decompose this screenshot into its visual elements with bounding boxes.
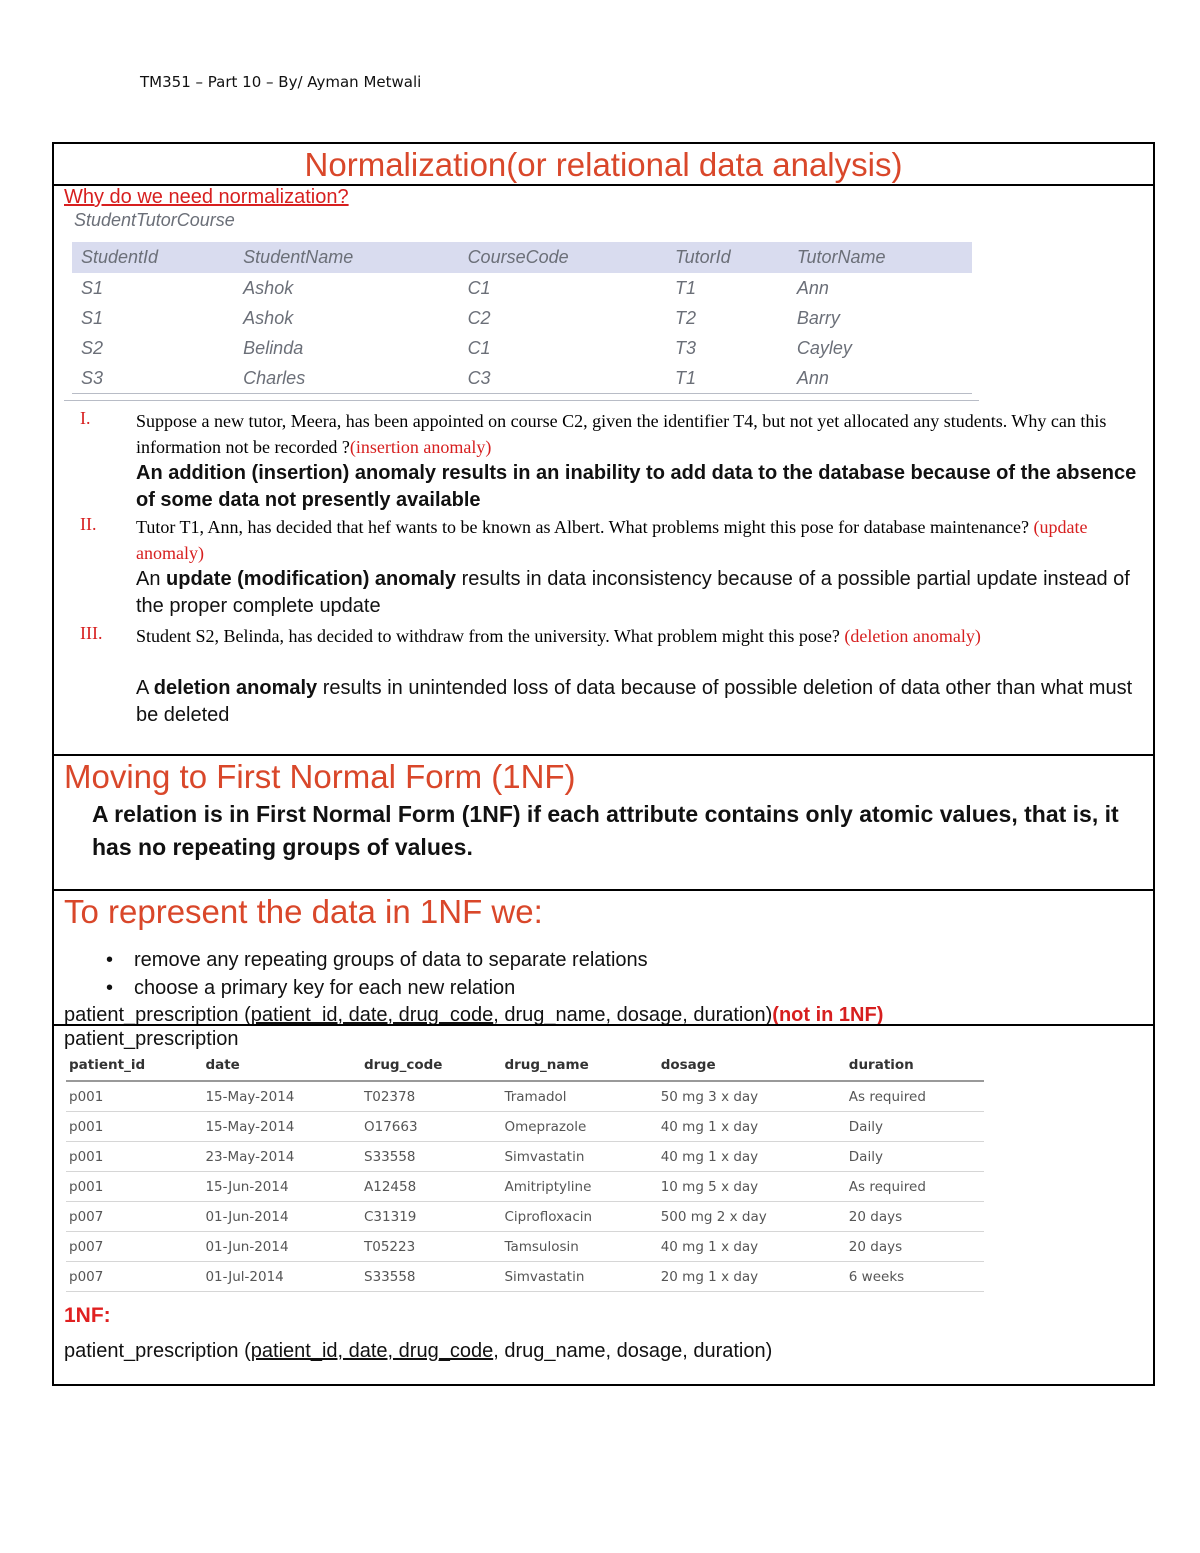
answer-text <box>136 675 1150 729</box>
anomaly-tag: (deletion anomaly) <box>844 626 981 646</box>
table-cell: Tamsulosin <box>501 1232 657 1262</box>
student-tutor-course-table <box>72 242 972 394</box>
table-row <box>72 363 972 394</box>
schema-rest: , drug_name, dosage, duration) <box>493 1340 773 1362</box>
table-cell: A12458 <box>361 1172 501 1202</box>
table-header-row <box>72 242 972 273</box>
column-header: drug_code <box>361 1050 501 1081</box>
table-cell: T05223 <box>361 1232 501 1262</box>
answer-bold: update (modification) anomaly <box>166 568 457 590</box>
schema-prefix: patient_prescription ( <box>64 1004 251 1026</box>
question-body: Tutor T1, Ann, has decided that hef wants to be known as Albert. What problems might this pose for database maintenance? <box>136 517 1029 537</box>
schema-prefix: patient_prescription ( <box>64 1340 251 1362</box>
table-cell: Barry <box>796 307 840 328</box>
table-cell: S33558 <box>361 1142 501 1172</box>
table-cell: Daily <box>846 1112 984 1142</box>
steps-list <box>106 946 648 1002</box>
table-body <box>72 273 972 394</box>
table-row <box>66 1202 984 1232</box>
page-header: TM351 – Part 10 – By/ Ayman Metwali <box>140 73 422 91</box>
content-frame <box>52 142 1155 1386</box>
table-cell: 500 mg 2 x day <box>658 1202 846 1232</box>
table-cell: C1 <box>467 277 491 298</box>
table-row <box>66 1112 984 1142</box>
table-cell: 20 mg 1 x day <box>658 1262 846 1292</box>
table-cell: Ashok <box>243 307 294 328</box>
table-cell: 20 days <box>846 1202 984 1232</box>
question-number: I. <box>80 408 91 428</box>
not-1nf-tag: (not in 1NF) <box>772 1004 884 1026</box>
list-item: • remove any repeating groups of data to separate relations <box>106 946 648 974</box>
table-cell: T1 <box>666 363 788 394</box>
column-header: TutorId <box>666 242 788 273</box>
table-cell: p007 <box>66 1232 202 1262</box>
table-cell: T02378 <box>361 1081 501 1112</box>
question-text <box>136 408 1150 460</box>
table-row <box>72 333 972 363</box>
table-cell: 50 mg 3 x day <box>658 1081 846 1112</box>
table-cell: Simvastatin <box>501 1262 657 1292</box>
answer-text <box>136 566 1150 620</box>
table-cell: p007 <box>66 1262 202 1292</box>
anomaly-tag: (insertion anomaly) <box>349 437 492 457</box>
schema-key: patient_id, date, drug_code <box>250 1004 494 1026</box>
table-row <box>66 1262 984 1292</box>
table-cell: 15-Jun-2014 <box>202 1172 361 1202</box>
question-body: Student S2, Belinda, has decided to withdraw from the university. What problem might this pose? <box>136 626 840 646</box>
table-cell: Omeprazole <box>501 1112 657 1142</box>
table-body <box>66 1081 984 1292</box>
divider <box>54 754 1153 756</box>
subtitle-why-normalization: Why do we need normalization? <box>64 186 349 208</box>
1nf-definition: A relation is in First Normal Form (1NF) if each attribute contains only atomic values, that is, it has no repeating groups of values. <box>92 801 1119 860</box>
table-cell: As required <box>846 1172 984 1202</box>
table-cell: 40 mg 1 x day <box>658 1232 846 1262</box>
answer-pre: An <box>136 568 167 590</box>
column-header: date <box>202 1050 361 1081</box>
table-cell: p001 <box>66 1112 202 1142</box>
schema-key: patient_id, date, drug_code <box>250 1340 494 1362</box>
table-cell: p001 <box>66 1081 202 1112</box>
column-header: StudentId <box>72 242 234 273</box>
table-cell: S33558 <box>361 1262 501 1292</box>
table-cell: Charles <box>234 363 458 394</box>
column-header: dosage <box>658 1050 846 1081</box>
divider <box>54 889 1153 891</box>
answer-pre: A <box>136 677 154 699</box>
question-body: Suppose a new tutor, Meera, has been appointed on course C2, given the identifier T4, but not yet allocated any students. Why can this information not be recorded ? <box>136 411 1107 457</box>
answer-rest: results in data inconsistency because of a possible partial update instead of the proper complete update <box>136 568 1130 617</box>
table-cell: Ciprofloxacin <box>501 1202 657 1232</box>
table-cell: T3 <box>674 337 696 358</box>
section-title-normalization: Normalization(or relational data analysis) <box>304 146 903 183</box>
table-cell: Simvastatin <box>501 1142 657 1172</box>
column-header: CourseCode <box>459 242 666 273</box>
table-cell: T2 <box>674 307 696 328</box>
table-cell: As required <box>846 1081 984 1112</box>
question-number: III. <box>80 623 103 643</box>
table-cell: 6 weeks <box>846 1262 984 1292</box>
table-cell: 10 mg 5 x day <box>658 1172 846 1202</box>
table-row <box>72 273 972 303</box>
table-cell: S1 <box>81 277 104 298</box>
table-bottom-rule <box>64 400 979 401</box>
column-header: patient_id <box>66 1050 202 1081</box>
anomaly-tag: (update anomaly) <box>136 517 1088 563</box>
table-cell: p001 <box>66 1172 202 1202</box>
table-cell: 01-Jul-2014 <box>202 1262 361 1292</box>
table-row <box>66 1232 984 1262</box>
schema-rest: , drug_name, dosage, duration) <box>493 1004 773 1026</box>
table-row <box>72 303 972 333</box>
table-title-studenttutorcourse: StudentTutorCourse <box>74 210 235 230</box>
table-cell: 40 mg 1 x day <box>658 1112 846 1142</box>
table-cell: S2 <box>81 337 104 358</box>
table-cell: C1 <box>467 337 491 358</box>
table-cell: Cayley <box>796 337 852 358</box>
question-number: II. <box>80 514 97 534</box>
column-header: duration <box>846 1050 984 1081</box>
table-cell: p001 <box>66 1142 202 1172</box>
table-cell: C3 <box>459 363 666 394</box>
list-item: • choose a primary key for each new relation <box>106 974 648 1002</box>
table-header-row <box>66 1050 984 1081</box>
table-cell: S1 <box>81 307 104 328</box>
table-cell: S3 <box>72 363 234 394</box>
answer-rest: results in unintended loss of data because of possible deletion of data other than what must be deleted <box>136 677 1133 726</box>
table-cell: p007 <box>66 1202 202 1232</box>
table-row <box>66 1172 984 1202</box>
table-cell: 01-Jun-2014 <box>202 1232 361 1262</box>
table-cell: C31319 <box>361 1202 501 1232</box>
table-cell: Daily <box>846 1142 984 1172</box>
column-header: StudentName <box>234 242 458 273</box>
table-cell: Ashok <box>243 277 294 298</box>
question-text <box>136 623 1150 649</box>
table-cell: 15-May-2014 <box>202 1081 361 1112</box>
table-cell: T1 <box>674 277 696 298</box>
patient-prescription-table <box>66 1050 984 1292</box>
table-cell: 15-May-2014 <box>202 1112 361 1142</box>
table-cell: 40 mg 1 x day <box>658 1142 846 1172</box>
answer-text <box>136 460 1150 514</box>
answer-bold: An addition (insertion) anomaly results in an inability to add data to the database because of the absence of some data not presently available <box>136 462 1137 511</box>
table-cell: Amitriptyline <box>501 1172 657 1202</box>
table-title-patient-prescription: patient_prescription <box>64 1028 239 1050</box>
table-cell: 01-Jun-2014 <box>202 1202 361 1232</box>
schema-1nf <box>64 1338 772 1364</box>
table-row <box>66 1081 984 1112</box>
column-header: drug_name <box>501 1050 657 1081</box>
section-title-1nf: Moving to First Normal Form (1NF) <box>64 758 576 795</box>
table-cell: 23-May-2014 <box>202 1142 361 1172</box>
question-text <box>136 514 1150 566</box>
table-cell: C2 <box>467 307 491 328</box>
answer-bold: deletion anomaly <box>153 677 318 699</box>
section-title-represent-1nf: To represent the data in 1NF we: <box>64 893 543 930</box>
table-cell: Ann <box>788 363 972 394</box>
table-cell: Belinda <box>243 337 304 358</box>
table-row <box>66 1142 984 1172</box>
table-cell: O17663 <box>361 1112 501 1142</box>
table-cell: Tramadol <box>501 1081 657 1112</box>
1nf-label: 1NF: <box>64 1304 111 1327</box>
column-header: TutorName <box>788 242 972 273</box>
table-cell: 20 days <box>846 1232 984 1262</box>
table-cell: Ann <box>796 277 829 298</box>
